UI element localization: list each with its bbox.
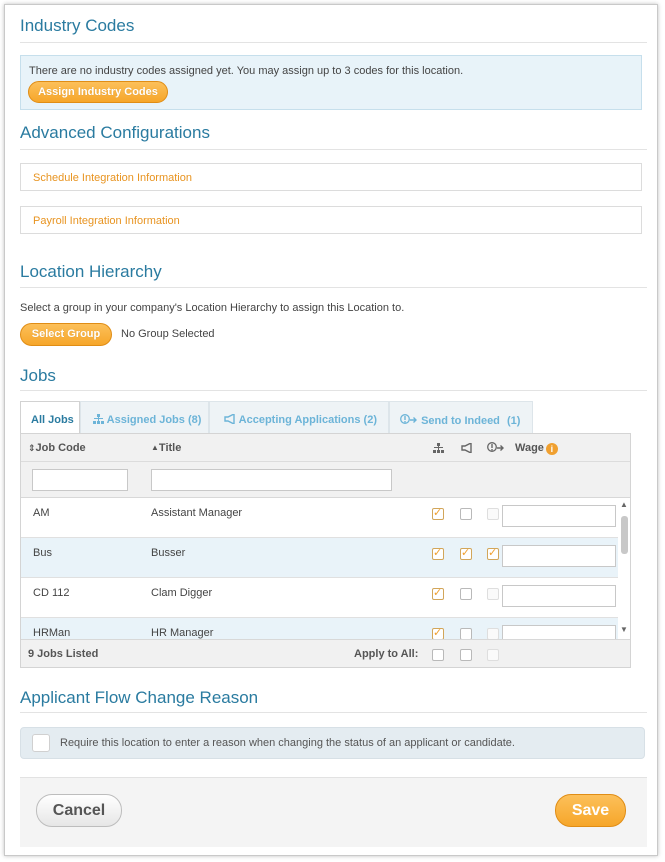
assigned-checkbox[interactable]: [432, 628, 444, 639]
tab-label: All Jobs: [31, 414, 74, 426]
megaphone-icon: [461, 443, 473, 453]
jobs-grid: [20, 433, 631, 668]
sort-both-icon: ⇕: [28, 443, 36, 453]
save-button[interactable]: Save: [555, 794, 626, 827]
location-hierarchy-title: Location Hierarchy: [20, 262, 162, 281]
wage-header-label: Wage: [515, 442, 544, 454]
cancel-button[interactable]: Cancel: [36, 794, 122, 827]
industry-codes-message: There are no industry codes assigned yet. You may assign up to 3 codes for this location.: [29, 65, 464, 77]
title-header[interactable]: [151, 442, 181, 454]
apply-all-accepting-checkbox[interactable]: [460, 649, 472, 661]
job-title-cell: HR Manager: [151, 627, 214, 639]
job-title-cell: Assistant Manager: [151, 507, 243, 519]
industry-codes-title: Industry Codes: [20, 16, 135, 35]
applicant-flow-title: Applicant Flow Change Reason: [20, 688, 259, 707]
assigned-checkbox[interactable]: [432, 588, 444, 600]
schedule-integration-link[interactable]: Schedule Integration Information: [33, 172, 192, 184]
send-to-indeed-icon: [400, 414, 418, 425]
indeed-checkbox[interactable]: [487, 628, 499, 639]
title-filter-input[interactable]: [151, 469, 392, 491]
wage-input[interactable]: [502, 505, 616, 527]
job-title-cell: Clam Digger: [151, 587, 213, 599]
rows-scrollbar[interactable]: [618, 498, 630, 639]
table-row: [21, 618, 618, 639]
payroll-integration-link[interactable]: Payroll Integration Information: [33, 215, 180, 227]
hierarchy-description: Select a group in your company's Location Hierarchy to assign this Location to.: [20, 302, 405, 314]
job-title-cell: Busser: [151, 547, 186, 559]
indeed-checkbox[interactable]: [487, 508, 499, 520]
divider: [20, 287, 647, 288]
divider: [20, 149, 647, 150]
grid-filter-row: [21, 462, 630, 498]
title-header-label: Title: [158, 442, 182, 454]
accepting-checkbox[interactable]: [460, 588, 472, 600]
tab-assigned-jobs[interactable]: [80, 401, 209, 434]
select-group-button[interactable]: Select Group: [20, 323, 112, 346]
tab-label: Accepting Applications (2): [238, 414, 377, 426]
wage-header: [515, 442, 558, 455]
sort-up-icon: ▲: [151, 443, 159, 452]
table-row: [21, 538, 618, 578]
accepting-checkbox[interactable]: [460, 548, 472, 560]
indeed-checkbox[interactable]: [487, 548, 499, 560]
tab-count: (1): [506, 415, 521, 427]
megaphone-icon: [224, 414, 236, 424]
divider: [20, 42, 647, 43]
table-row: [21, 498, 618, 538]
payroll-integration-box[interactable]: [20, 206, 642, 234]
grid-footer: [21, 639, 630, 667]
assign-industry-codes-button[interactable]: Assign Industry Codes: [28, 81, 168, 103]
reason-requirement-box: [20, 727, 645, 759]
divider: [20, 390, 647, 391]
tab-label: Send to Indeed: [421, 415, 500, 427]
schedule-integration-box[interactable]: [20, 163, 642, 191]
wage-input[interactable]: [502, 585, 616, 607]
location-form: [4, 4, 658, 856]
scroll-up-icon[interactable]: ▲: [620, 500, 628, 509]
form-footer: [20, 777, 647, 847]
tab-all-jobs[interactable]: [20, 401, 80, 434]
wage-input[interactable]: [502, 545, 616, 567]
scroll-down-icon[interactable]: ▼: [620, 625, 628, 634]
jobs-tabs: [20, 401, 630, 434]
job-code-header-label: Job Code: [35, 442, 86, 454]
tab-label: Assigned Jobs (8): [106, 414, 202, 426]
wage-input[interactable]: [502, 625, 616, 639]
divider: [20, 712, 647, 713]
assigned-checkbox[interactable]: [432, 508, 444, 520]
job-code-cell: CD 112: [33, 587, 70, 599]
industry-codes-alert: [20, 55, 642, 110]
jobs-title: Jobs: [20, 366, 56, 385]
job-code-cell: Bus: [33, 547, 52, 559]
job-code-cell: HRMan: [33, 627, 71, 639]
hierarchy-icon: [433, 443, 444, 453]
apply-all-assigned-checkbox[interactable]: [432, 649, 444, 661]
tab-accepting-applications[interactable]: [209, 401, 389, 434]
scroll-thumb[interactable]: [621, 516, 628, 554]
indeed-checkbox[interactable]: [487, 588, 499, 600]
selected-group-text: No Group Selected: [121, 328, 215, 340]
require-reason-checkbox[interactable]: [32, 734, 50, 752]
grid-header: [21, 434, 630, 462]
job-code-cell: AM: [33, 507, 50, 519]
jobs-rows: [21, 498, 630, 639]
hierarchy-icon: [93, 414, 104, 424]
send-to-indeed-icon: [487, 442, 505, 453]
job-code-filter-input[interactable]: [32, 469, 128, 491]
require-reason-label: Require this location to enter a reason when changing the status of an applicant or candidate.: [60, 737, 515, 749]
assigned-checkbox[interactable]: [432, 548, 444, 560]
job-code-header[interactable]: [28, 442, 86, 454]
apply-to-all-label: Apply to All:: [354, 648, 419, 660]
info-icon[interactable]: i: [546, 443, 558, 455]
tab-send-to-indeed[interactable]: [389, 401, 533, 434]
jobs-count: 9 Jobs Listed: [28, 648, 99, 660]
advanced-configurations-title: Advanced Configurations: [20, 123, 210, 142]
accepting-checkbox[interactable]: [460, 508, 472, 520]
table-row: [21, 578, 618, 618]
accepting-checkbox[interactable]: [460, 628, 472, 639]
apply-all-indeed-checkbox[interactable]: [487, 649, 499, 661]
